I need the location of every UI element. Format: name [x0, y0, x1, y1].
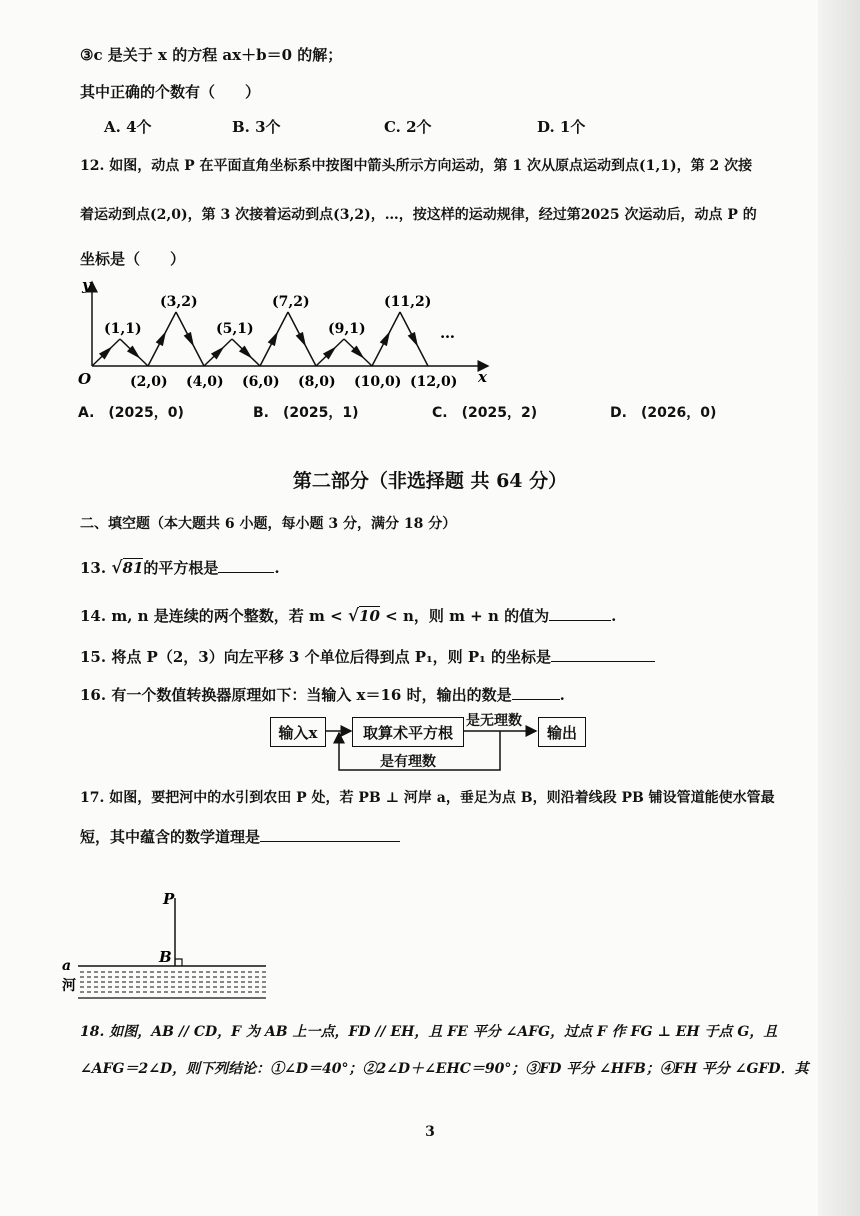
motion-arrow-8 — [297, 333, 305, 344]
q13-answer-blank[interactable] — [218, 558, 274, 573]
flow-irrational-label: 是无理数 — [466, 713, 522, 729]
q14-answer-blank[interactable] — [549, 606, 611, 621]
q12-line2: 着运动到点(2,0)，第 3 次接着运动到点(3,2)，…，按这样的运动规律，经过第2025 次运动后，动点 P 的 — [80, 207, 757, 223]
motion-arrow-11 — [381, 334, 389, 345]
flow-arrows — [320, 706, 560, 776]
point-p-label: P — [163, 890, 175, 908]
q11-item3: ③c 是关于 x 的方程 ax＋b＝0 的解； — [80, 46, 343, 64]
q15-text: 15. 将点 P（2，3）向左平移 3 个单位后得到点 P₁，则 P₁ 的坐标是 — [80, 648, 551, 666]
q14-text: < n，则 m + n 的值为 — [379, 607, 550, 625]
point-label-bottom-0: (2,0) — [130, 374, 168, 390]
motion-arrow-4 — [185, 333, 193, 344]
q18-line2: ∠AFG＝2∠D，则下列结论：①∠D＝40°；②2∠D＋∠EHC＝90°；③FD 平分 ∠HFB；④FH 平分 ∠GFD．其 — [80, 1061, 809, 1077]
sqrt-sign: √ — [347, 606, 360, 626]
q16-end: . — [559, 686, 565, 704]
sqrt-sign: √ — [111, 558, 123, 578]
point-label-top-5: (11,2) — [384, 294, 432, 310]
q13-text: 的平方根是 — [143, 559, 219, 577]
point-b-label: B — [159, 948, 172, 966]
q14-end: . — [611, 607, 617, 625]
point-label-bottom-4: (10,0) — [354, 374, 402, 390]
q18-line1: 18. 如图，AB // CD，F 为 AB 上一点，FD // EH，且 FE 平分 ∠AFG，过点 F 作 FG ⊥ EH 于点 G，且 — [80, 1024, 778, 1040]
motion-arrow-3 — [157, 334, 165, 345]
page-edge-shadow — [818, 0, 860, 1216]
part2-heading: 第二部分（非选择题 共 64 分） — [292, 470, 568, 492]
bank-a-label: a — [62, 958, 72, 974]
point-label-top-4: (9,1) — [328, 321, 366, 337]
point-label-top-0: (1,1) — [104, 321, 142, 337]
motion-arrow-12 — [409, 333, 417, 344]
q12-line1: 12. 如图，动点 P 在平面直角坐标系中按图中箭头所示方向运动，第 1 次从原点运动到点(1,1)，第 2 次接 — [80, 158, 753, 174]
point-label-bottom-2: (6,0) — [242, 374, 280, 390]
fill-in-section-title: 二、填空题（本大题共 6 小题，每小题 3 分，满分 18 分） — [80, 516, 457, 532]
q11-option-c[interactable]: C. 2个 — [384, 118, 432, 136]
q14-radicand: 10 — [359, 607, 380, 625]
q13-end: . — [274, 559, 280, 577]
q13-prefix: 13. — [80, 559, 112, 577]
q17-line1: 17. 如图，要把河中的水引到农田 P 处，若 PB ⊥ 河岸 a，垂足为点 B，则沿着线段 PB 铺设管道能使水管最 — [80, 790, 775, 806]
flow-input-box: 输入x — [270, 717, 326, 747]
q17-text: 短，其中蕴含的数学道理是 — [80, 828, 261, 846]
q12-option-a[interactable]: A. (2025，0) — [78, 405, 184, 421]
q16-text: 16. 有一个数值转换器原理如下：当输入 x＝16 时，输出的数是 — [80, 686, 512, 704]
origin-label: O — [78, 370, 92, 388]
q17-line2 — [80, 826, 400, 847]
point-label-top-1: (3,2) — [160, 294, 198, 310]
flow-process-box: 取算术平方根 — [352, 717, 464, 747]
q11-question: 其中正确的个数有（ ） — [80, 83, 261, 101]
point-label-top-3: (7,2) — [272, 294, 310, 310]
q17-river-figure — [60, 886, 280, 1002]
ellipsis: … — [440, 324, 455, 342]
flow-output-box: 输出 — [538, 717, 586, 747]
q12-option-c[interactable]: C. (2025，2) — [432, 405, 538, 421]
q14 — [80, 605, 616, 626]
page-number: 3 — [425, 1124, 435, 1140]
river-label: 河 — [62, 978, 76, 994]
q11-option-a[interactable]: A. 4个 — [104, 118, 152, 136]
q11-option-b[interactable]: B. 3个 — [232, 118, 281, 136]
y-axis-label: y — [82, 276, 91, 294]
point-label-bottom-1: (4,0) — [186, 374, 224, 390]
q15-answer-blank[interactable] — [551, 647, 655, 662]
q16 — [80, 684, 565, 705]
q17-answer-blank[interactable] — [260, 827, 400, 842]
q16-answer-blank[interactable] — [512, 685, 560, 700]
q11-option-d[interactable]: D. 1个 — [537, 118, 586, 136]
point-label-top-2: (5,1) — [216, 321, 254, 337]
motion-arrow-7 — [269, 334, 277, 345]
point-label-bottom-5: (12,0) — [410, 374, 458, 390]
q12-option-d[interactable]: D. (2026，0) — [610, 405, 717, 421]
q13-radicand: 81 — [122, 559, 144, 577]
q12-option-b[interactable]: B. (2025，1) — [253, 405, 359, 421]
q12-line3: 坐标是（ ） — [80, 250, 186, 268]
x-axis-label: x — [478, 368, 487, 386]
flow-rational-label: 是有理数 — [380, 754, 436, 770]
point-label-bottom-3: (8,0) — [298, 374, 336, 390]
q13 — [80, 557, 280, 578]
q14-prefix: 14. m, n 是连续的两个整数，若 m < — [80, 607, 348, 625]
q12-motion-figure — [70, 272, 500, 400]
q15 — [80, 646, 655, 667]
